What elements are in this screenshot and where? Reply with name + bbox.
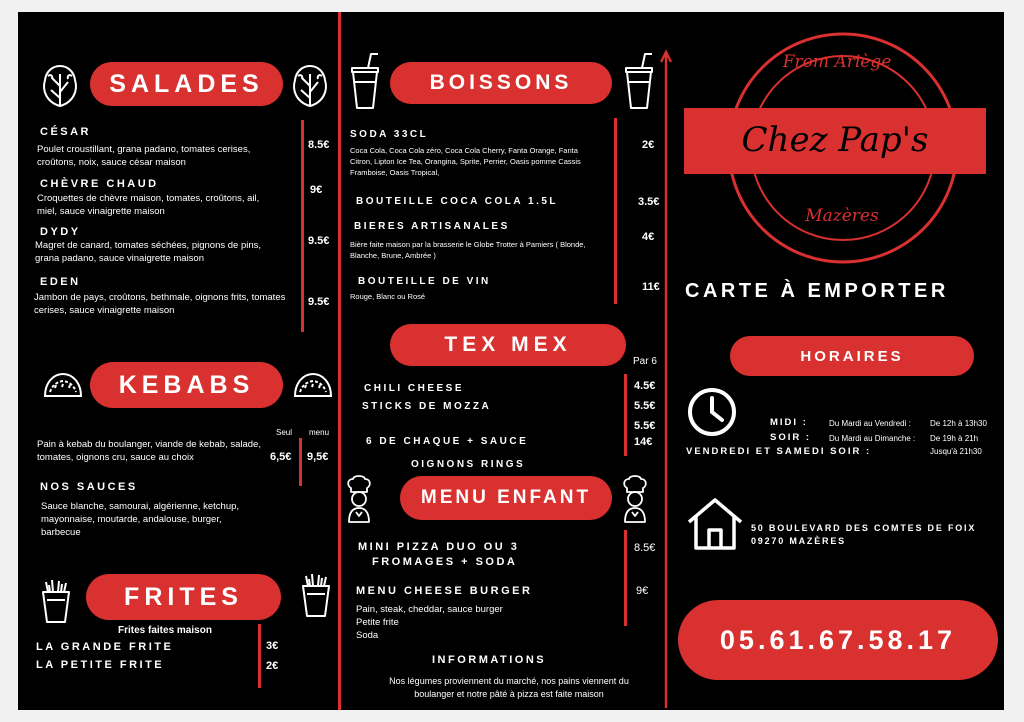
- fries-icon: [40, 578, 72, 624]
- enfant-item1-line1: MINI PIZZA DUO OU 3: [358, 541, 520, 553]
- horaire-hours: Jusqu'à 21h30: [930, 447, 982, 456]
- kebabs-title: KEBABS: [90, 362, 283, 408]
- address-line2: 09270 MAZÈRES: [751, 536, 846, 546]
- boisson-desc: Bière faite maison par la brasserie le Globe Trotter à Pamiers ( Blonde, Blanche, Brune, Ambrée ): [350, 240, 586, 260]
- phone-number[interactable]: 05.61.67.58.17: [678, 600, 998, 680]
- house-icon: [686, 496, 744, 552]
- enfant-item2-desc: Petite frite: [356, 617, 399, 628]
- frites-title: FRITES: [86, 574, 281, 620]
- horaire-label: VENDREDI ET SAMEDI SOIR :: [686, 446, 872, 457]
- horaire-label: SOIR :: [770, 432, 812, 443]
- salade-name: CÉSAR: [40, 126, 92, 138]
- salade-price: 9€: [310, 184, 323, 196]
- brand-name: Chez Pap's: [741, 120, 929, 160]
- boissons-divider: [614, 118, 617, 304]
- horaire-label: MIDI :: [770, 417, 808, 428]
- kebab-divider: [299, 438, 302, 486]
- frites-subtitle: Frites faites maison: [118, 625, 212, 636]
- salade-price: 9.5€: [308, 296, 330, 308]
- boisson-name: BIERES ARTISANALES: [354, 221, 510, 232]
- soda-cup-icon: [622, 52, 656, 110]
- texmex-name: OIGNONS RINGS: [411, 459, 526, 470]
- salades-title: SALADES: [90, 62, 283, 106]
- boisson-price: 11€: [642, 281, 660, 293]
- frite-price: 2€: [266, 660, 279, 672]
- salade-price: 9.5€: [308, 235, 330, 247]
- salade-desc: Jambon de pays, croûtons, bethmale, oignons frits, tomates cerises, sauce vinaigrette maison: [34, 292, 286, 316]
- salade-desc: Croquettes de chèvre maison, tomates, croûtons, ail, miel, sauce vinaigrette maison: [37, 193, 260, 217]
- frite-name: LA GRANDE FRITE: [36, 641, 174, 653]
- texmex-price: 14€: [634, 436, 653, 448]
- boissons-title: BOISSONS: [390, 62, 612, 104]
- texmex-par: Par 6: [633, 356, 657, 367]
- arrow-up-icon: [659, 48, 673, 710]
- informations-text: Nos légumes proviennent du marché, nos pains viennent du boulanger et notre pâté à pizza est faite maison: [389, 676, 629, 699]
- kebab-desc: Pain à kebab du boulanger, viande de kebab, salade, tomates, oignons cru, sauce au choix: [37, 439, 261, 463]
- boisson-name: BOUTEILLE COCA COLA 1.5L: [356, 196, 559, 207]
- texmex-divider: [624, 374, 627, 456]
- sauces-list: Sauce blanche, samourai, algérienne, ketchup, mayonnaise, moutarde, andalouse, burger, barbecue: [41, 501, 240, 538]
- horaire-hours: De 19h à 21h: [930, 434, 979, 443]
- kebab-col-menu: menu: [309, 428, 330, 437]
- texmex-name: STICKS DE MOZZA: [362, 401, 492, 412]
- texmex-price: 4.5€: [634, 380, 656, 392]
- horaire-days: Du Mardi au Dimanche :: [829, 434, 916, 443]
- enfant-item2-desc: Pain, steak, cheddar, sauce burger: [356, 604, 503, 615]
- frites-divider: [258, 624, 261, 688]
- lettuce-icon: [40, 62, 80, 108]
- texmex-title: TEX MEX: [390, 324, 626, 366]
- boisson-name: SODA 33CL: [350, 129, 429, 140]
- chef-icon: [344, 474, 374, 524]
- carte-a-emporter: CARTE À EMPORTER: [685, 280, 949, 302]
- enfant-item2-price: 9€: [636, 585, 649, 597]
- boisson-price: 3.5€: [638, 196, 660, 208]
- salade-desc: Magret de canard, tomates séchées, pignons de pins, grana padano, sauce vinaigrette maison: [35, 240, 262, 264]
- frite-price: 3€: [266, 640, 279, 652]
- kebab-price-menu: 9,5€: [307, 451, 329, 463]
- enfant-item2-desc: Soda: [356, 630, 379, 641]
- texmex-name: CHILI CHEESE: [364, 383, 465, 394]
- salade-price: 8.5€: [308, 139, 330, 151]
- enfant-divider: [624, 530, 627, 626]
- soda-cup-icon: [348, 52, 382, 110]
- kebab-icon: [292, 370, 334, 400]
- address-line1: 50 BOULEVARD DES COMTES DE FOIX: [751, 523, 977, 533]
- kebab-price-seul: 6,5€: [270, 451, 292, 463]
- boisson-price: 4€: [642, 231, 655, 243]
- texmex-price: 5.5€: [634, 420, 656, 432]
- boisson-price: 2€: [642, 139, 655, 151]
- texmex-price: 5.5€: [634, 400, 656, 412]
- enfant-item1-price: 8.5€: [634, 542, 656, 554]
- clock-icon: [686, 386, 738, 438]
- salade-name: DYDY: [40, 226, 81, 238]
- kebab-col-seul: Seul: [276, 428, 293, 437]
- boisson-desc: Rouge, Blanc ou Rosé: [350, 292, 426, 301]
- salade-desc: Poulet croustillant, grana padano, tomates cerises, croûtons, noix, sauce césar maison: [37, 144, 251, 168]
- salade-name: CHÈVRE CHAUD: [40, 178, 159, 190]
- fold-line: [338, 12, 341, 710]
- logo-top-arc: From Ariège: [782, 52, 892, 72]
- logo-bottom-arc: Mazères: [805, 206, 879, 226]
- salades-divider: [301, 120, 304, 332]
- sauces-title: NOS SAUCES: [40, 481, 138, 493]
- boisson-name: BOUTEILLE DE VIN: [358, 276, 491, 287]
- chef-icon: [620, 474, 650, 524]
- menu-board: [18, 12, 1004, 710]
- salade-name: EDEN: [40, 276, 81, 288]
- lettuce-icon: [290, 62, 330, 108]
- enfant-title: MENU ENFANT: [400, 476, 612, 520]
- horaire-days: Du Mardi au Vendredi :: [829, 419, 911, 428]
- horaires-title: HORAIRES: [730, 336, 974, 376]
- fries-icon: [300, 572, 332, 618]
- texmex-name: 6 DE CHAQUE + SAUCE: [366, 436, 529, 447]
- boisson-desc: Coca Cola, Coca Cola zéro, Coca Cola Cherry, Fanta Orange, Fanta Citron, Lipton Ice Tea, Orangina, Sprite, Perrier, Oasis pomme Cassis Framboise, Oasis Tropical,: [350, 146, 581, 177]
- enfant-item1-line2: FROMAGES + SODA: [372, 556, 518, 568]
- frite-name: LA PETITE FRITE: [36, 659, 165, 671]
- horaire-hours: De 12h à 13h30: [930, 419, 987, 428]
- enfant-item2-name: MENU CHEESE BURGER: [356, 585, 533, 597]
- kebab-icon: [42, 370, 84, 400]
- informations-title: INFORMATIONS: [432, 654, 547, 666]
